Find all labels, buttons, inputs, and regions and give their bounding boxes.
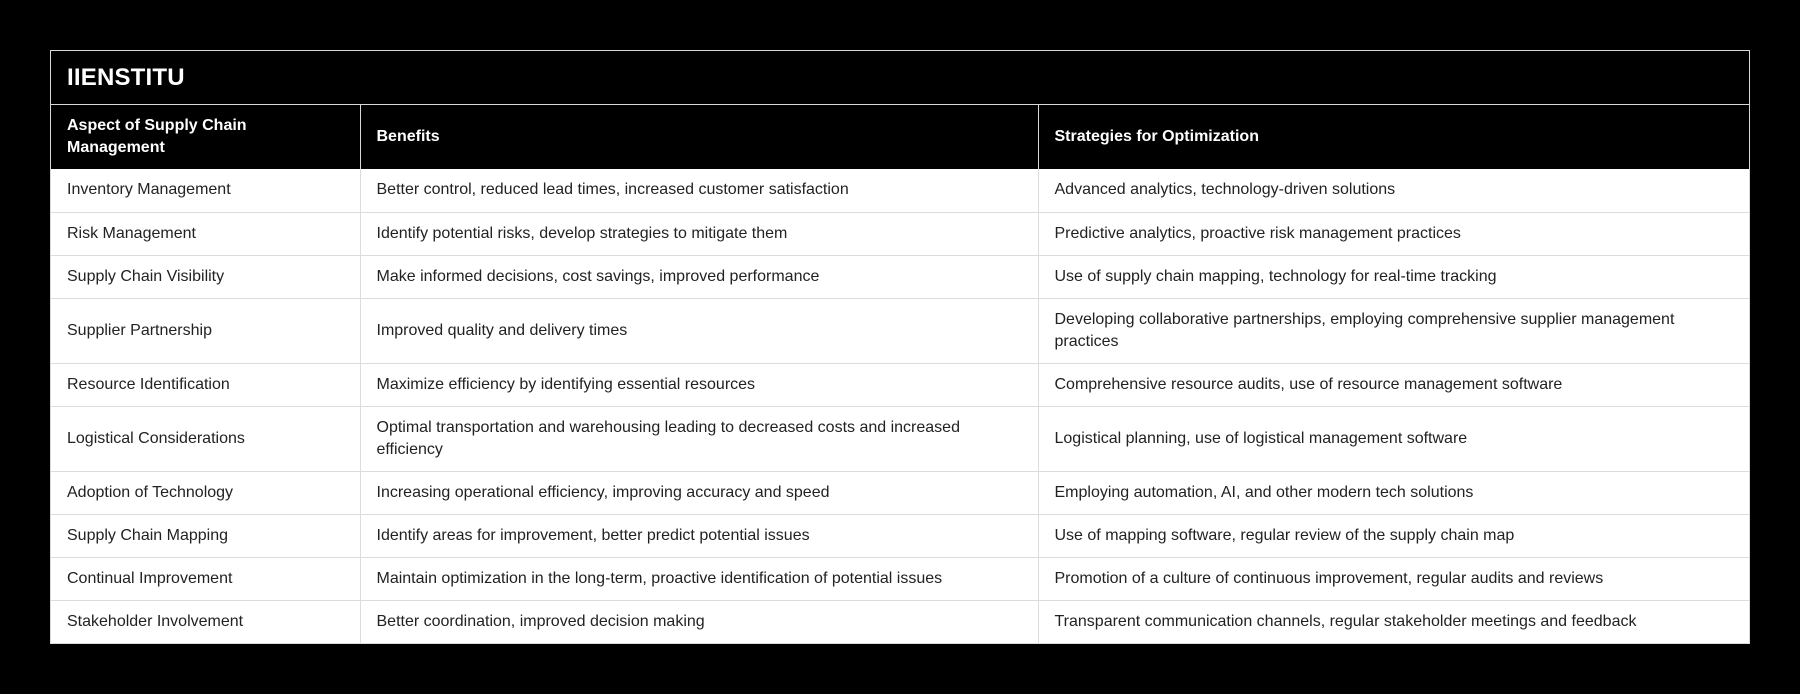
cell-strategies: Use of supply chain mapping, technology for real-time tracking bbox=[1038, 255, 1749, 298]
table-row bbox=[51, 600, 1749, 643]
cell-aspect: Risk Management bbox=[51, 212, 360, 255]
table-row bbox=[51, 363, 1749, 406]
cell-strategies: Employing automation, AI, and other modern tech solutions bbox=[1038, 471, 1749, 514]
cell-aspect: Adoption of Technology bbox=[51, 471, 360, 514]
cell-strategies: Predictive analytics, proactive risk management practices bbox=[1038, 212, 1749, 255]
cell-benefits: Identify potential risks, develop strategies to mitigate them bbox=[360, 212, 1038, 255]
cell-aspect: Resource Identification bbox=[51, 363, 360, 406]
table-row bbox=[51, 514, 1749, 557]
cell-benefits: Maintain optimization in the long-term, proactive identification of potential issues bbox=[360, 557, 1038, 600]
table-row bbox=[51, 471, 1749, 514]
header-row bbox=[51, 105, 1749, 169]
cell-benefits: Maximize efficiency by identifying essential resources bbox=[360, 363, 1038, 406]
cell-benefits: Make informed decisions, cost savings, improved performance bbox=[360, 255, 1038, 298]
cell-benefits: Identify areas for improvement, better predict potential issues bbox=[360, 514, 1038, 557]
cell-benefits: Better control, reduced lead times, increased customer satisfaction bbox=[360, 169, 1038, 212]
cell-aspect: Continual Improvement bbox=[51, 557, 360, 600]
cell-benefits: Increasing operational efficiency, improving accuracy and speed bbox=[360, 471, 1038, 514]
cell-strategies: Developing collaborative partnerships, employing comprehensive supplier management practices bbox=[1038, 298, 1749, 363]
column-header-benefits: Benefits bbox=[360, 105, 1038, 169]
table-row bbox=[51, 255, 1749, 298]
cell-aspect: Inventory Management bbox=[51, 169, 360, 212]
table-body bbox=[51, 169, 1749, 643]
cell-aspect: Stakeholder Involvement bbox=[51, 600, 360, 643]
table-row bbox=[51, 212, 1749, 255]
cell-benefits: Optimal transportation and warehousing leading to decreased costs and increased efficiency bbox=[360, 406, 1038, 471]
cell-strategies: Comprehensive resource audits, use of resource management software bbox=[1038, 363, 1749, 406]
table-row bbox=[51, 557, 1749, 600]
cell-aspect: Supply Chain Mapping bbox=[51, 514, 360, 557]
column-header-aspect: Aspect of Supply Chain Management bbox=[51, 105, 360, 169]
cell-strategies: Use of mapping software, regular review of the supply chain map bbox=[1038, 514, 1749, 557]
column-header-strategies: Strategies for Optimization bbox=[1038, 105, 1749, 169]
cell-benefits: Better coordination, improved decision making bbox=[360, 600, 1038, 643]
table-header bbox=[51, 105, 1749, 169]
cell-aspect: Logistical Considerations bbox=[51, 406, 360, 471]
cell-strategies: Logistical planning, use of logistical management software bbox=[1038, 406, 1749, 471]
cell-benefits: Improved quality and delivery times bbox=[360, 298, 1038, 363]
cell-strategies: Promotion of a culture of continuous improvement, regular audits and reviews bbox=[1038, 557, 1749, 600]
cell-strategies: Transparent communication channels, regular stakeholder meetings and feedback bbox=[1038, 600, 1749, 643]
table-row bbox=[51, 298, 1749, 363]
cell-aspect: Supplier Partnership bbox=[51, 298, 360, 363]
table-row bbox=[51, 169, 1749, 212]
data-table bbox=[51, 105, 1749, 643]
table-row bbox=[51, 406, 1749, 471]
cell-strategies: Advanced analytics, technology-driven solutions bbox=[1038, 169, 1749, 212]
cell-aspect: Supply Chain Visibility bbox=[51, 255, 360, 298]
table-caption: IIENSTITU bbox=[51, 51, 1749, 105]
supply-chain-table bbox=[50, 50, 1750, 644]
